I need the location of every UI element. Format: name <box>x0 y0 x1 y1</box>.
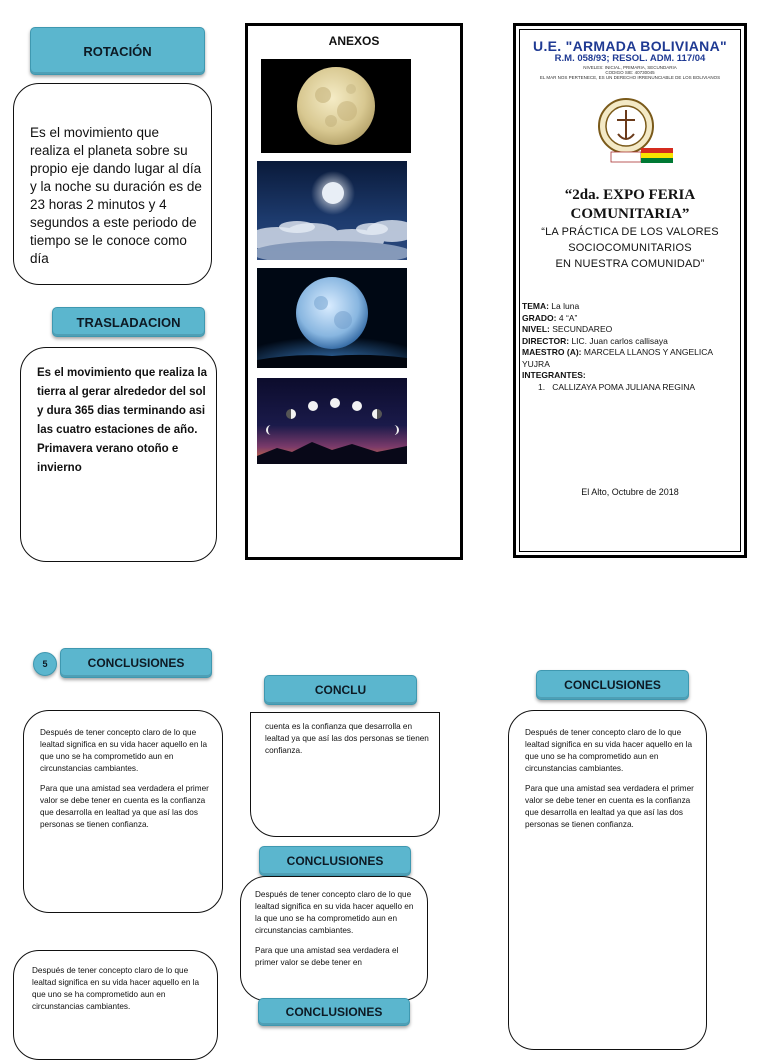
moon-clouds-image <box>257 161 407 260</box>
director-label: DIRECTOR: <box>522 335 570 346</box>
conclusiones-box-middle-top <box>250 712 440 837</box>
school-emblem-icon <box>589 94 674 169</box>
cover-panel <box>513 23 747 558</box>
tema-value: La luna <box>551 301 580 311</box>
conclusiones-paragraph-1-lower: Después de tener concepto claro de lo que lealtad significa en su vida hacer aquello en la que uno se ha comprometido aun en circunstancias cambiantes. <box>32 966 200 1011</box>
page-number-badge <box>33 652 57 676</box>
conclusiones-header-right <box>536 670 689 700</box>
expo-title-line-1: “2da. EXPO FERIA <box>564 187 696 203</box>
expo-title <box>516 186 744 224</box>
conclusiones-header-middle-bottom-label: CONCLUSIONES <box>285 1005 383 1019</box>
traslacion-header-label: TRASLADACION <box>76 314 181 330</box>
conclusiones-paragraph-2-continued: cuenta es la confianza que desarrolla en lealtad ya que así las dos personas se tienen confianza. <box>265 722 429 755</box>
conclusiones-text-right <box>525 727 695 839</box>
blue-moon-image <box>257 268 407 368</box>
conclusiones-text-left-lower <box>32 965 204 1021</box>
practica-line-1: “LA PRÁCTICA DE LOS VALORES <box>541 226 719 238</box>
conclusiones-paragraph-1: Después de tener concepto claro de lo que lealtad significa en su vida hacer aquello en la que uno se ha comprometido aun en circunstancias cambiantes. <box>40 728 208 773</box>
conclusiones-header-left <box>60 648 212 678</box>
director-value: LIC. Juan carlos callisaya <box>571 335 668 346</box>
conclu-header-middle-label: CONCLU <box>314 683 367 697</box>
maestro-value: MARCELA LLANOS Y ANGELICA YUJRA <box>522 347 713 369</box>
conclusiones-header-middle-label: CONCLUSIONES <box>286 854 384 868</box>
conclusiones-header-middle <box>259 846 411 876</box>
conclusiones-text-middle <box>255 889 421 977</box>
conclu-header-middle <box>264 675 417 705</box>
traslacion-box <box>20 347 217 562</box>
moon-phases-image <box>257 378 407 464</box>
conclusiones-box-middle <box>240 876 428 1001</box>
practica-line-3: EN NUESTRA COMUNIDAD” <box>555 258 705 270</box>
rotacion-box <box>13 83 212 285</box>
nivel-label: NIVEL: <box>522 324 550 334</box>
anexos-title: ANEXOS <box>328 34 380 48</box>
page-number: 5 <box>42 659 48 669</box>
conclusiones-paragraph-2: Para que una amistad sea verdadera el primer valor se debe tener en cuenta es la confianza que desarrolla en lealtad ya que así las dos personas se tienen confianza. <box>40 784 209 829</box>
maestro-label: MAESTRO (A): <box>522 347 582 357</box>
maestro-line <box>522 347 737 370</box>
tema-label: TEMA: <box>522 301 549 311</box>
grado-value: 4 “A” <box>558 312 578 323</box>
conclusiones-header-left-label: CONCLUSIONES <box>87 656 185 670</box>
tema-line <box>522 301 737 313</box>
conclusiones-header-right-label: CONCLUSIONES <box>564 678 661 692</box>
integrante-number: 1. <box>538 381 546 392</box>
nivel-value: SECUNDAREO <box>552 324 613 334</box>
integrante-item <box>522 382 737 394</box>
expo-title-line-2: COMUNITARIA” <box>570 206 690 222</box>
resolution-line: R.M. 058/93; RESOL. ADM. 117/04 <box>554 53 706 64</box>
cover-small-line-2: CODIGO SIE: 40730045 <box>605 70 655 75</box>
practica-subtitle <box>516 224 744 272</box>
conclusiones-box-right <box>508 710 707 1050</box>
rotacion-header <box>30 27 205 75</box>
integrantes-label: INTEGRANTES: <box>522 370 586 380</box>
grado-line <box>522 313 737 325</box>
director-line <box>522 336 737 348</box>
rotacion-text: Es el movimiento que realiza el planeta sobre su propio eje dando lugar al día y la noche su duración es de 23 horas 2 minutos y 4 segundos a este periodo de tiempo se le conoce como día <box>30 125 202 266</box>
conclusiones-text-middle-top <box>265 721 435 765</box>
conclusiones-box-left-lower <box>13 950 218 1060</box>
integrantes-line <box>522 370 737 382</box>
cover-small-line-1: NIVELES: INICIAL, PRIMARIA, SECUNDARIA <box>583 65 677 70</box>
conclusiones-header-middle-bottom <box>258 998 410 1026</box>
cover-date: El Alto, Octubre de 2018 <box>581 487 679 497</box>
full-moon-image <box>261 59 411 153</box>
cover-small-line-3: EL MAR NOS PERTENECE, ES UN DERECHO IRRENUNCIABLE DE LOS BOLIVIANOS <box>539 75 721 80</box>
anexos-panel <box>245 23 463 560</box>
conclusiones-text-left <box>40 727 212 839</box>
conclusiones-box-left <box>23 710 223 913</box>
nivel-line <box>522 324 737 336</box>
conclusiones-paragraph-2-right: Para que una amistad sea verdadera el primer valor se debe tener en cuenta es la confianza que desarrolla en lealtad ya que así las dos personas se tienen confianza. <box>525 784 694 829</box>
practica-line-2: SOCIOCOMUNITARIOS <box>568 242 692 254</box>
traslacion-text: Es el movimiento que realiza la tierra al gerar alrededor del sol y dura 365 dias terminando asi las cuatro estaciones de año. Primavera verano otoño e invierno <box>37 367 208 474</box>
rotacion-header-label: ROTACIÓN <box>83 43 152 59</box>
integrante-name: CALLIZAYA POMA JULIANA REGINA <box>552 381 696 392</box>
cover-info <box>522 301 737 393</box>
conclusiones-paragraph-1-middle: Después de tener concepto claro de lo que lealtad significa en su vida hacer aquello en la que uno se ha comprometido aun en circunstancias cambiantes. <box>255 890 414 935</box>
school-name: U.E. "ARMADA BOLIVIANA" <box>533 38 727 54</box>
grado-label: GRADO: <box>522 312 557 323</box>
conclusiones-paragraph-1-right: Después de tener concepto claro de lo que lealtad significa en su vida hacer aquello en la que uno se ha comprometido aun en circunstancias cambiantes. <box>525 728 693 773</box>
conclusiones-paragraph-2-middle: Para que una amistad sea verdadera el primer valor se debe tener en <box>255 946 399 967</box>
traslacion-header <box>52 307 205 337</box>
